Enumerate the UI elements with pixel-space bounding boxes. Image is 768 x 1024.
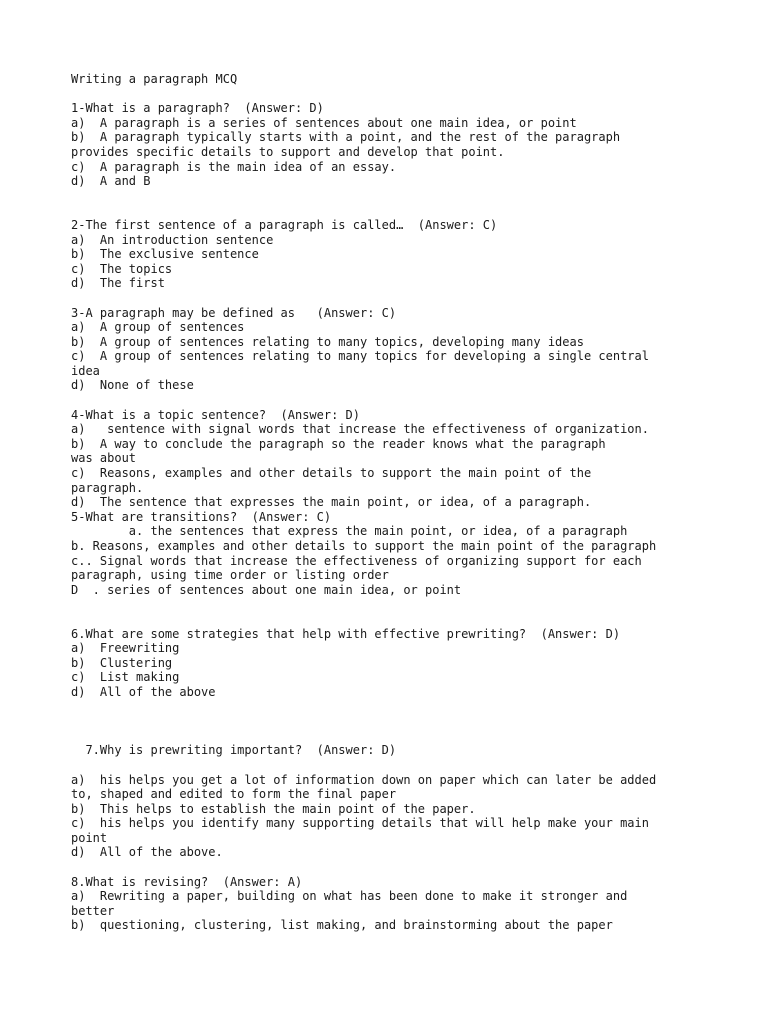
text-line [71,291,751,306]
text-line: c) A group of sentences relating to many topics for developing a single central [71,349,649,364]
text-line: c.. Signal words that increase the effectiveness of organizing support for each [71,553,642,568]
text-line [71,612,751,627]
text-line: b) This helps to establish the main point of the paper. [71,801,476,816]
text-line: d) All of the above [71,684,216,699]
text-line: b) The exclusive sentence [71,247,259,262]
text-line: a) his helps you get a lot of information down on paper which can later be added [71,772,657,787]
text-line: Writing a paragraph MCQ [71,72,238,86]
text-line [71,758,751,773]
text-line: 3-A paragraph may be defined as (Answer: C) [71,305,397,320]
text-line: 1-What is a paragraph? (Answer: D) [71,101,324,116]
text-line [71,393,751,408]
text-line: 6.What are some strategies that help with effective prewriting? (Answer: D) [71,626,621,641]
text-line [71,203,751,218]
text-line: d) The sentence that expresses the main point, or idea, of a paragraph. [71,495,592,510]
text-line: to, shaped and edited to form the final paper [71,787,397,802]
text-line: 8.What is revising? (Answer: A) [71,874,303,889]
text-line: d) A and B [71,174,151,189]
text-line: b) A group of sentences relating to many topics, developing many ideas [71,334,584,349]
text-line [71,729,751,744]
text-line: D . series of sentences about one main idea, or point [71,582,462,597]
text-line [71,714,751,729]
text-line: b) questioning, clustering, list making, and brainstorming about the paper [71,918,613,933]
text-line: 7.Why is prewriting important? (Answer: D) [71,743,397,758]
text-line [71,860,751,875]
text-line: b. Reasons, examples and other details to support the main point of the paragraph [71,539,657,553]
text-line: a) sentence with signal words that increase the effectiveness of organization. [71,422,649,437]
document-body [71,72,751,933]
text-line: c) List making [71,670,180,685]
text-line [71,87,751,102]
text-line: better [71,903,115,918]
text-line: c) his helps you identify many supporting details that will help make your main [71,816,649,831]
text-line [71,597,751,612]
text-line: b) A paragraph typically starts with a point, and the rest of the paragraph [71,130,621,145]
text-line: c) Reasons, examples and other details to support the main point of the [71,466,592,481]
text-line: provides specific details to support and develop that point. [71,144,505,159]
text-line: point [71,830,108,845]
text-line: a) Rewriting a paper, building on what has been done to make it stronger and [71,889,628,904]
text-line: c) The topics [71,261,173,276]
text-line: a) An introduction sentence [71,232,274,247]
text-line [71,189,751,204]
text-line: a) Freewriting [71,641,180,656]
text-line: d) The first [71,276,165,291]
text-line: was about [71,451,137,466]
text-line: a. the sentences that express the main point, or idea, of a paragraph [71,524,628,539]
text-line: b) A way to conclude the paragraph so the reader knows what the paragraph [71,436,606,451]
text-line: paragraph. [71,480,144,495]
text-line: 2-The first sentence of a paragraph is called… (Answer: C) [71,217,498,232]
text-line: b) Clustering [71,655,173,670]
text-line: idea [71,363,100,378]
text-line: 5-What are transitions? (Answer: C) [71,509,332,524]
text-line: c) A paragraph is the main idea of an essay. [71,159,397,174]
text-line: a) A group of sentences [71,320,245,335]
text-line [71,700,751,715]
text-line: 4-What is a topic sentence? (Answer: D) [71,407,360,422]
text-line: a) A paragraph is a series of sentences about one main idea, or point [71,115,577,130]
text-line: paragraph, using time order or listing order [71,568,389,583]
text-line: d) None of these [71,378,194,393]
text-line: d) All of the above. [71,845,223,860]
